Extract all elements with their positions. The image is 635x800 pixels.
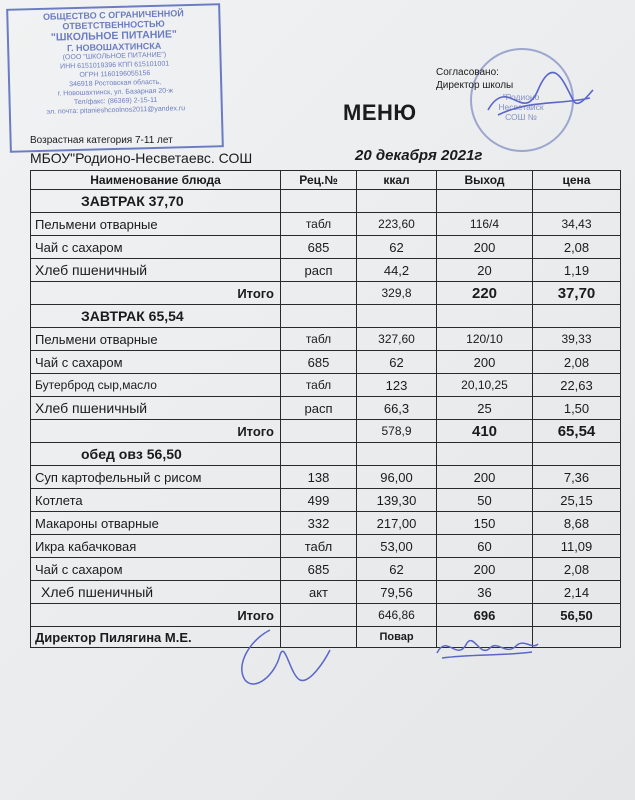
stamp-city: Г. НОВОШАХТИНСКА (66, 40, 162, 54)
col-header-kcal: ккал (357, 171, 437, 190)
dish-kcal: 139,30 (357, 489, 437, 512)
stamp-detail: ИНН 6151019396 КПП 615101001 (60, 60, 170, 71)
table-row (31, 512, 621, 535)
stamp-detail: 346918 Ростовская область, (69, 78, 162, 89)
total-kcal: 578,9 (357, 420, 437, 443)
dish-rec: 685 (281, 236, 357, 259)
dish-rec: 685 (281, 558, 357, 581)
dish-price: 2,14 (533, 581, 621, 604)
total-out: 410 (437, 420, 533, 443)
dish-rec: расп (281, 259, 357, 282)
company-stamp (6, 3, 224, 153)
stamp-detail: эл. почта: pitanieshcoolnos2011@yandex.ru (46, 105, 186, 116)
total-row (31, 420, 621, 443)
dish-price: 2,08 (533, 236, 621, 259)
dish-price: 2,08 (533, 351, 621, 374)
dish-rec: табл (281, 535, 357, 558)
dish-out: 200 (437, 351, 533, 374)
dish-out: 200 (437, 236, 533, 259)
dish-name: Котлета (31, 489, 281, 512)
director-signature-icon (478, 70, 598, 130)
dish-price: 1,19 (533, 259, 621, 282)
approval-label: Согласовано: (436, 67, 499, 78)
col-header-price: цена (533, 171, 621, 190)
dish-price: 39,33 (533, 328, 621, 351)
dish-kcal: 217,00 (357, 512, 437, 535)
stamp-company-name: "ШКОЛЬНОЕ ПИТАНИЕ" (50, 28, 178, 44)
dish-name: Хлеб пшеничный (31, 581, 281, 604)
total-price: 65,54 (533, 420, 621, 443)
total-label: Итого (31, 420, 281, 443)
dish-price: 2,08 (533, 558, 621, 581)
dish-name: Чай с сахаром (31, 236, 281, 259)
director-signature-icon (230, 620, 340, 700)
table-row (31, 236, 621, 259)
stamp-detail: Тел/факс: (86369) 2-15-11 (73, 96, 158, 107)
dish-name: Макароны отварные (31, 512, 281, 535)
dish-price: 25,15 (533, 489, 621, 512)
dish-price: 8,68 (533, 512, 621, 535)
dish-name: Чай с сахаром (31, 351, 281, 374)
approval-position: Директор школы (436, 80, 514, 91)
table-row (31, 351, 621, 374)
page-title: МЕНЮ (343, 100, 417, 125)
dish-kcal: 79,56 (357, 581, 437, 604)
dish-kcal: 62 (357, 558, 437, 581)
total-label: Итого (31, 282, 281, 305)
dish-out: 116/4 (437, 213, 533, 236)
total-kcal: 329,8 (357, 282, 437, 305)
total-row (31, 282, 621, 305)
dish-name: Бутерброд сыр,масло (31, 374, 281, 397)
table-row (31, 466, 621, 489)
dish-rec: 332 (281, 512, 357, 535)
dish-rec: табл (281, 374, 357, 397)
cook-signature-icon (432, 628, 542, 668)
section-row (31, 305, 621, 328)
table-row (31, 535, 621, 558)
total-kcal: 646,86 (357, 604, 437, 627)
table-row (31, 581, 621, 604)
dish-name: Суп картофельный с рисом (31, 466, 281, 489)
dish-rec: акт (281, 581, 357, 604)
table-row (31, 213, 621, 236)
dish-kcal: 62 (357, 236, 437, 259)
dish-out: 20,10,25 (437, 374, 533, 397)
dish-price: 34,43 (533, 213, 621, 236)
dish-price: 1,50 (533, 397, 621, 420)
dish-rec: табл (281, 213, 357, 236)
section-title: ЗАВТРАК 37,70 (31, 190, 281, 213)
dish-out: 25 (437, 397, 533, 420)
total-price: 56,50 (533, 604, 621, 627)
dish-out: 50 (437, 489, 533, 512)
seal-text: "Родионо Несветайск СОШ № (498, 92, 544, 122)
dish-kcal: 62 (357, 351, 437, 374)
dish-price: 22,63 (533, 374, 621, 397)
dish-price: 11,09 (533, 535, 621, 558)
section-row (31, 190, 621, 213)
menu-date: 20 декабря 2021г (355, 147, 483, 164)
dish-kcal: 123 (357, 374, 437, 397)
dish-name: Чай с сахаром (31, 558, 281, 581)
dish-kcal: 96,00 (357, 466, 437, 489)
section-title: ЗАВТРАК 65,54 (31, 305, 281, 328)
dish-name: Хлеб пшеничный (31, 259, 281, 282)
dish-kcal: 66,3 (357, 397, 437, 420)
dish-name: Хлеб пшеничный (31, 397, 281, 420)
director-label: Директор Пилягина М.Е. (31, 627, 281, 648)
dish-name: Пельмени отварные (31, 213, 281, 236)
dish-price: 7,36 (533, 466, 621, 489)
total-out: 220 (437, 282, 533, 305)
dish-rec: табл (281, 328, 357, 351)
dish-out: 20 (437, 259, 533, 282)
dish-rec: 499 (281, 489, 357, 512)
section-title: обед овз 56,50 (31, 443, 281, 466)
dish-out: 120/10 (437, 328, 533, 351)
school-name: МБОУ"Родионо-Несветаевс. СОШ (30, 150, 253, 166)
dish-rec: 685 (281, 351, 357, 374)
stamp-detail: ОГРН 1160196055156 (79, 70, 151, 79)
dish-name: Икра кабачковая (31, 535, 281, 558)
dish-name: Пельмени отварные (31, 328, 281, 351)
col-header-out: Выход (437, 171, 533, 190)
stamp-line: ОБЩЕСТВО С ОГРАНИЧЕННОЙ (42, 8, 184, 22)
table-row (31, 397, 621, 420)
table-row (31, 259, 621, 282)
total-out: 696 (437, 604, 533, 627)
table-row (31, 489, 621, 512)
cook-label: Повар (357, 627, 437, 648)
dish-out: 60 (437, 535, 533, 558)
table-row (31, 328, 621, 351)
dish-rec: 138 (281, 466, 357, 489)
dish-out: 200 (437, 466, 533, 489)
menu-table (30, 170, 621, 648)
dish-out: 200 (437, 558, 533, 581)
dish-rec: расп (281, 397, 357, 420)
stamp-line: ОТВЕТСТВЕННОСТЬЮ (62, 18, 165, 32)
dish-out: 150 (437, 512, 533, 535)
dish-kcal: 44,2 (357, 259, 437, 282)
table-row (31, 558, 621, 581)
section-row (31, 443, 621, 466)
age-category: Возрастная категория 7-11 лет (30, 135, 173, 146)
total-label: Итого (31, 604, 281, 627)
dish-kcal: 327,60 (357, 328, 437, 351)
dish-kcal: 223,60 (357, 213, 437, 236)
table-header-row (31, 171, 621, 190)
stamp-detail: г. Новошахтинск, ул. Базарная 20-ж (57, 87, 174, 98)
total-price: 37,70 (533, 282, 621, 305)
dish-kcal: 53,00 (357, 535, 437, 558)
table-row (31, 374, 621, 397)
dish-out: 36 (437, 581, 533, 604)
col-header-name: Наименование блюда (31, 171, 281, 190)
stamp-short-name: (ООО "ШКОЛЬНОЕ ПИТАНИЕ") (62, 51, 167, 62)
col-header-rec: Рец.№ (281, 171, 357, 190)
